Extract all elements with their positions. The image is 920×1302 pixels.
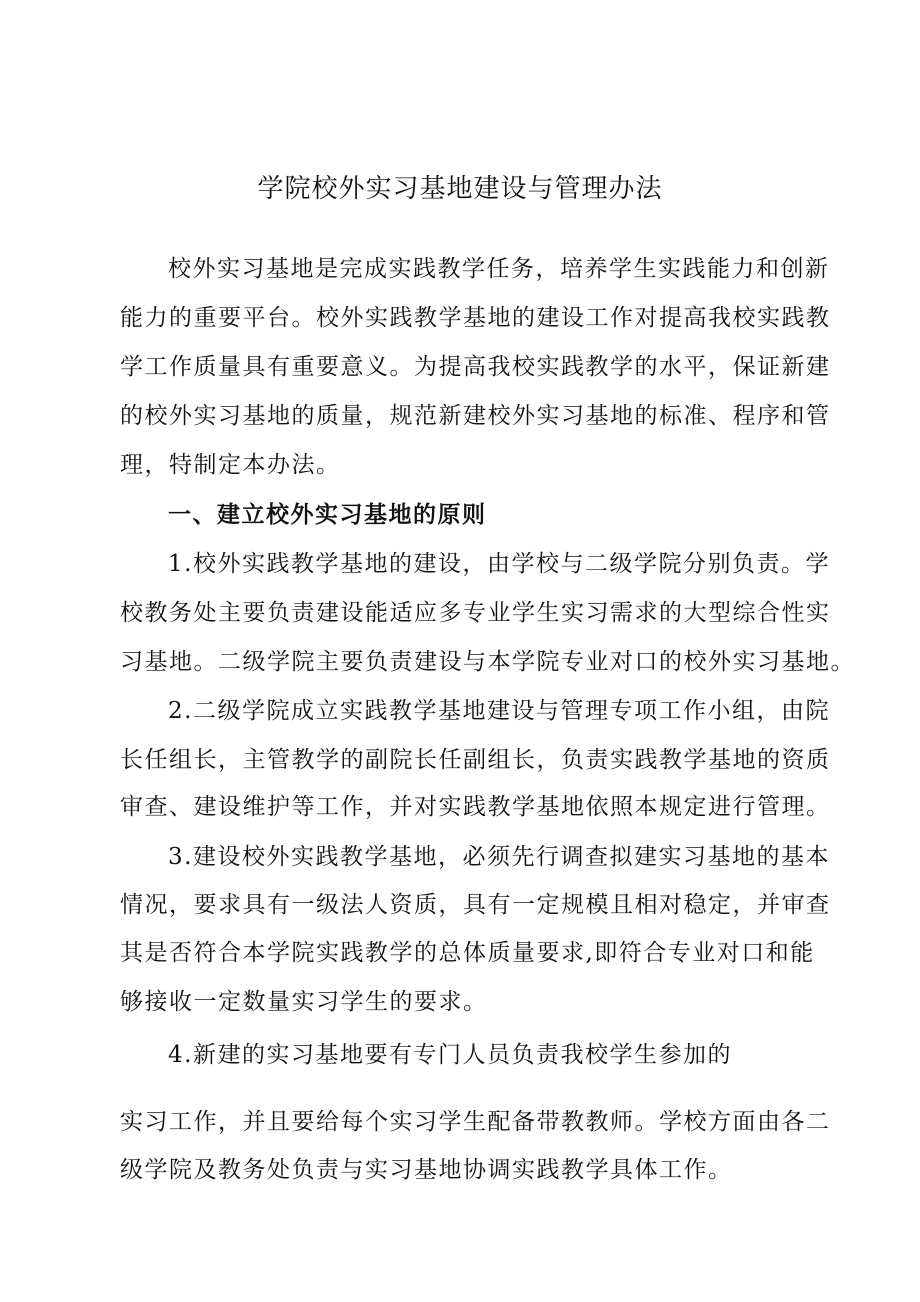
- intro-line-5: 理，特制定本办法。: [120, 452, 341, 478]
- item1-line-1: 1.校外实践教学基地的建设，由学校与二级学院分别负责。学: [168, 551, 830, 577]
- item2-line-2: 长任组长，主管教学的副院长任副组长，负责实践教学基地的资质: [120, 747, 831, 773]
- item2-line-1: 2.二级学院成立实践教学基地建设与管理专项工作小组，由院: [168, 698, 830, 724]
- item4-line-3: 级学院及教务处负责与实习基地协调实践教学具体工作。: [120, 1157, 733, 1183]
- item4-line-1: 4.新建的实习基地要有专门人员负责我校学生参加的: [168, 1042, 732, 1068]
- item3-line-4: 够接收一定数量实习学生的要求。: [120, 989, 488, 1015]
- item1-line-3: 习基地。二级学院主要负责建设与本学院专业对口的校外实习基地。: [120, 649, 855, 675]
- intro-line-2: 能力的重要平台。校外实践教学基地的建设工作对提高我校实践教: [120, 305, 831, 331]
- item4-line-2: 实习工作，并且要给每个实习学生配备带教教师。学校方面由各二: [120, 1109, 831, 1135]
- section-heading: 一、建立校外实习基地的原则: [168, 501, 487, 528]
- item3-line-3: 其是否符合本学院实践教学的总体质量要求,即符合专业对口和能: [120, 940, 815, 966]
- intro-line-3: 学工作质量具有重要意义。为提高我校实践教学的水平，保证新建: [120, 354, 831, 380]
- item3-line-2: 情况，要求具有一级法人资质，具有一定规模且相对稳定，并审查: [120, 892, 831, 918]
- document-title: 学院校外实习基地建设与管理办法: [257, 174, 663, 204]
- intro-line-4: 的校外实习基地的质量，规范新建校外实习基地的标准、程序和管: [120, 403, 831, 429]
- item3-line-1: 3.建设校外实践教学基地，必须先行调查拟建实习基地的基本: [168, 844, 830, 870]
- item1-line-2: 校教务处主要负责建设能适应多专业学生实习需求的大型综合性实: [120, 600, 831, 626]
- item2-line-3: 审查、建设维护等工作，并对实践教学基地依照本规定进行管理。: [120, 794, 831, 820]
- intro-line-1: 校外实习基地是完成实践教学任务，培养学生实践能力和创新: [168, 256, 830, 282]
